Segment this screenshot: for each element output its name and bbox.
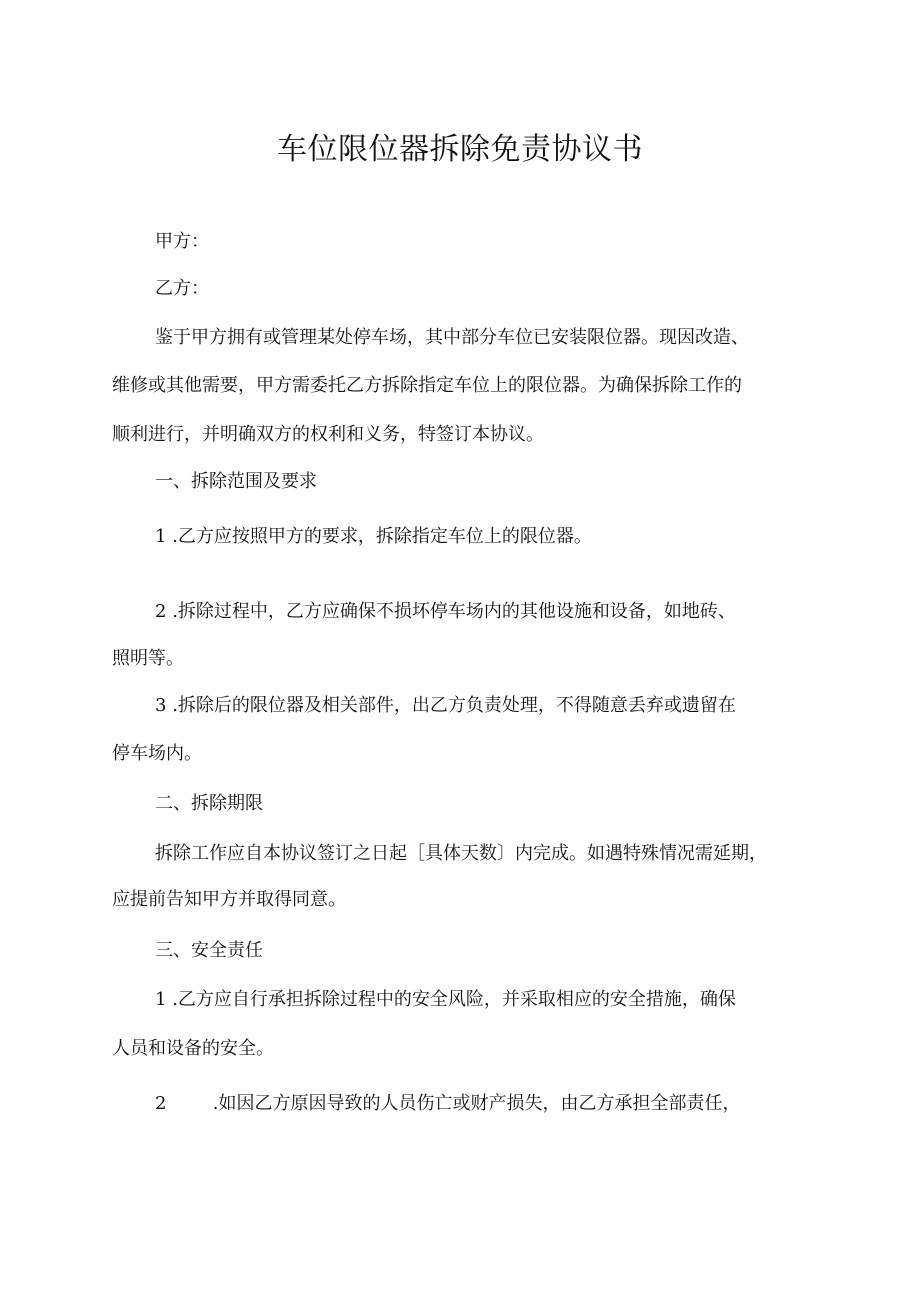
party-b-label: 乙方：	[155, 278, 209, 299]
preamble-line: 维修或其他需要，甲方需委托乙方拆除指定车位上的限位器。为确保拆除工作的	[112, 375, 742, 396]
clause-text: .拆除过程中，乙方应确保不损坏停车场内的其他设施和设备，如地砖、	[172, 601, 736, 622]
party-a-label: 甲方：	[155, 231, 209, 252]
preamble-line: 顺利进行，并明确双方的权利和义务，特签订本协议。	[112, 424, 544, 445]
clause-text: .如因乙方原因导致的人员伤亡或财产损失，由乙方承担全部责任，	[212, 1093, 741, 1114]
section-heading: 一、拆除范围及要求	[155, 471, 317, 492]
preamble-line: 鉴于甲方拥有或管理某处停车场，其中部分车位已安装限位器。现因改造、	[155, 327, 749, 348]
clause-number: 2	[155, 1093, 167, 1114]
clause-line	[155, 988, 815, 1012]
section-text: 拆除工作应自本协议签订之日起［具体天数〕内完成。如遇特殊情况需延期，	[155, 843, 767, 864]
clause-line	[155, 1092, 815, 1116]
clause-text: 停车场内。	[112, 743, 202, 764]
clause-text: .拆除后的限位器及相关部件，出乙方负责处理，不得随意丢弃或遗留在	[172, 695, 736, 716]
section-heading: 三、安全责任	[155, 940, 263, 961]
clause-number: 2	[155, 601, 167, 622]
clause-text: 照明等。	[112, 648, 184, 669]
section-heading: 二、拆除期限	[155, 793, 263, 814]
clause-line	[155, 525, 815, 549]
section-text: 应提前告知甲方并取得同意。	[112, 889, 346, 910]
clause-text: .乙方应自行承担拆除过程中的安全风险，并采取相应的安全措施，确保	[172, 989, 736, 1010]
document-title: 车位限位器拆除免责协议书	[277, 132, 643, 167]
clause-text: .乙方应按照甲方的要求，拆除指定车位上的限位器。	[172, 526, 592, 547]
clause-number: 1	[155, 989, 167, 1010]
clause-line	[155, 694, 815, 718]
clause-line	[155, 600, 815, 624]
clause-number: 1	[155, 526, 167, 547]
clause-text: 人员和设备的安全。	[112, 1038, 274, 1059]
clause-number: 3	[155, 695, 167, 716]
